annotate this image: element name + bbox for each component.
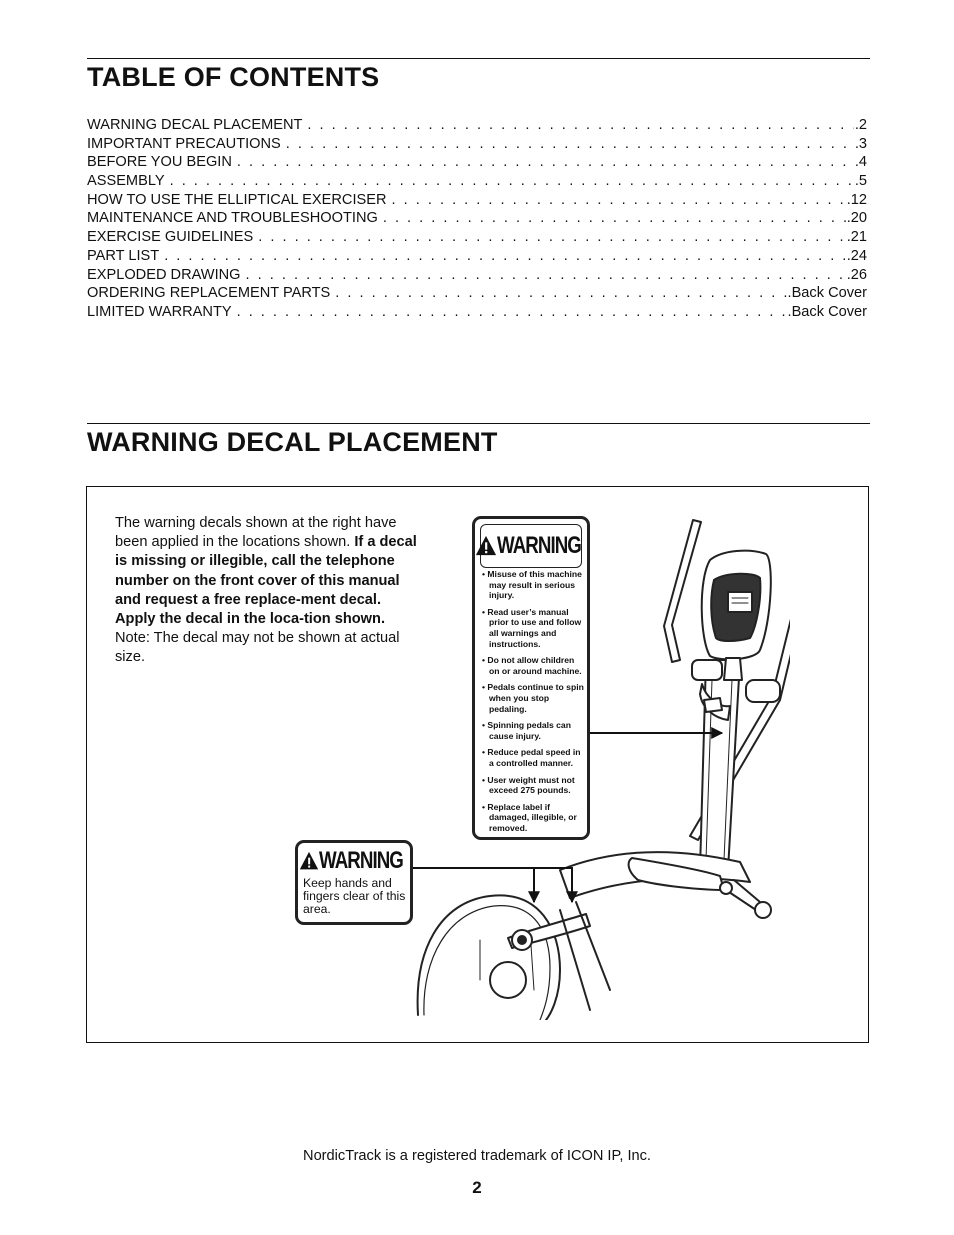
toc-entry-page: .5 [854,173,867,190]
toc-entry-title: EXPLODED DRAWING [87,266,241,283]
page-number: 2 [472,1178,482,1197]
warning-word-small: WARNING [319,847,404,874]
toc-entry-page: .24 [846,247,867,264]
intro-plain-1: The warning decals shown at the right have been applied in the locations shown. [115,515,397,551]
toc-entry-title: ORDERING REPLACEMENT PARTS [87,285,331,302]
toc-entry-title: LIMITED WARRANTY [87,303,232,320]
toc-entry-page: .2 [854,117,867,133]
warning-decal-header [480,524,582,568]
warning-decal-large [472,516,590,840]
intro-bold: If a decal is missing or illegible, call the telephone number on the front cover of this manual and request a free replace-ment decal. Apply the decal in the loca-tion shown. [115,534,417,628]
toc-entry-page: .4 [854,154,867,171]
warning-decal-small-header [301,846,407,876]
warning-triangle-icon [475,535,497,557]
toc-entry-title: WARNING DECAL PLACEMENT [87,117,303,133]
toc-entry-title: HOW TO USE THE ELLIPTICAL EXERCISER [87,191,387,208]
toc-entry-page: .3 [854,135,867,152]
intro-plain-2: Note: The decal may not be shown at actual size. [115,630,400,666]
warning-item: • Do not allow children on or around machine. [482,655,582,676]
toc-entry-page: .Back Cover [787,285,867,302]
toc-entry-page: .21 [846,229,867,246]
toc-entry-title: ASSEMBLY [87,173,165,190]
warning-item: • Reduce pedal speed in a controlled manner. [482,747,581,768]
toc-entry-page: .Back Cover [787,303,867,320]
warning-item: • Replace label if damaged, illegible, or removed. [482,801,577,833]
warning-item: • User weight must not exceed 275 pounds. [482,774,575,796]
warning-item: • Spinning pedals can cause injury. [482,720,571,741]
toc-entry-title: MAINTENANCE AND TROUBLESHOOTING [87,210,378,227]
warning-item: • Misuse of this machine may result in serious injury. [482,569,582,601]
warning-item: • Read user’s manual prior to use and follow all warnings and instructions. [482,606,582,649]
toc-entry-title: PART LIST [87,247,160,264]
toc-entry-title: IMPORTANT PRECAUTIONS [87,135,281,152]
warning-item: • Pedals continue to spin when you stop pedaling. [482,682,584,714]
toc-entry-page: .20 [846,210,867,227]
warning-decal-small [295,840,413,925]
decal-section-heading: WARNING DECAL PLACEMENT [87,427,498,457]
warning-small-text: Keep hands and fingers clear of this area. [303,876,406,916]
toc-heading: TABLE OF CONTENTS [87,62,380,92]
toc-entry-title: EXERCISE GUIDELINES [87,229,254,246]
toc-entry-page: .26 [846,266,867,283]
toc-entry-page: .12 [846,191,867,208]
toc-entry-title: BEFORE YOU BEGIN [87,154,232,171]
trademark-notice: NordicTrack is a registered trademark of ICON IP, Inc. [303,1148,651,1164]
warning-items-list [482,569,586,839]
warning-triangle-icon [299,851,319,871]
warning-word: WARNING [497,532,582,559]
